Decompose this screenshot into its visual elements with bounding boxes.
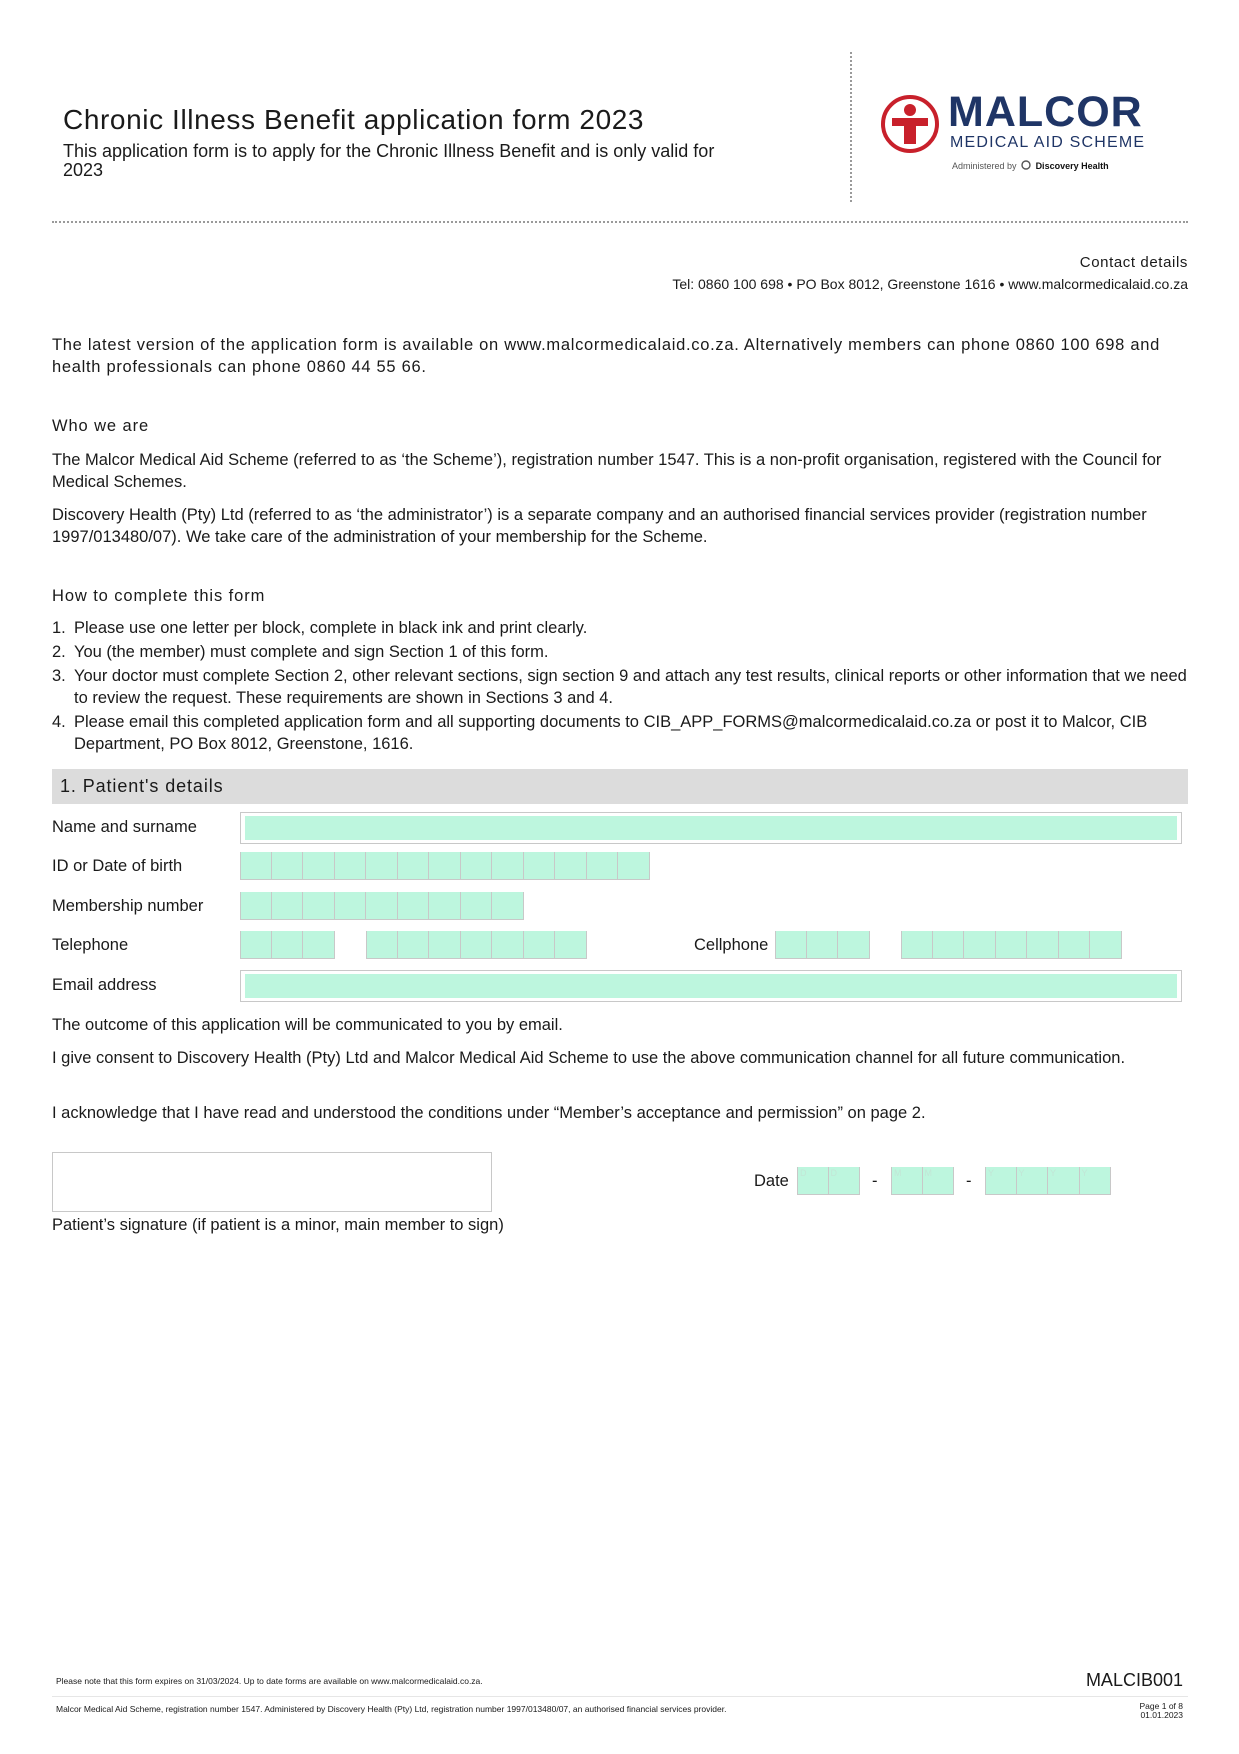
form-code: MALCIB001 xyxy=(1085,1670,1183,1690)
name-label: Name and surname xyxy=(52,818,197,836)
section-1-title: 1. Patient's details xyxy=(60,776,224,796)
page-number xyxy=(1140,1702,1183,1720)
date-separator: - xyxy=(872,1172,878,1190)
administered-prefix: Administered by xyxy=(952,161,1017,171)
list-item: 4. Please email this completed application form and all supporting documents to CIB_APP_FORMS@malcormedicalaid.co.za or post it to Malcor, CIB Department, PO Box 8012, Greenstone, 1616. xyxy=(52,713,1148,753)
logo-administered-by xyxy=(952,160,1109,171)
footer-legal: Malcor Medical Aid Scheme, registration number 1547. Administered by Discovery Health (Pty) Ltd, registration number 1997/013480/07, an authorised financial services provider. xyxy=(56,1704,727,1714)
administered-by-name: Discovery Health xyxy=(1035,161,1109,171)
who-paragraph-1: The Malcor Medical Aid Scheme (referred to as ‘the Scheme’), registration number 1547. This is a non-profit organisation, registered with the Council for Medical Schemes. xyxy=(52,451,1162,491)
malcor-logo xyxy=(880,90,1170,180)
logo-wordmark: MALCOR xyxy=(948,88,1143,136)
intro-text: The latest version of the application form is available on www.malcormedicalaid.co.za. Alternatively members can phone 0860 100 698 and health professionals can phone 0860 44 55 66. xyxy=(52,336,1160,376)
instructions-list xyxy=(52,617,1188,757)
page-title: Chronic Illness Benefit application form 2023 xyxy=(63,104,645,135)
outcome-text: The outcome of this application will be communicated to you by email. xyxy=(52,1016,563,1034)
list-item: 3. Your doctor must complete Section 2, other relevant sections, sign section 9 and attach any test results, clinical reports or other information that we need to review the request. These requirements are shown in Sections 3 and 4. xyxy=(52,667,1187,707)
discovery-icon xyxy=(1021,160,1031,170)
id-field[interactable] xyxy=(240,852,650,880)
medical-cross-person-icon xyxy=(880,94,940,154)
list-item: 1. Please use one letter per block, complete in black ink and print clearly. xyxy=(52,619,588,637)
who-paragraph-2: Discovery Health (Pty) Ltd (referred to as ‘the administrator’) is a separate company and an authorised financial services provider (registration number 1997/013480/07). We take care of the administration of your membership for the Scheme. xyxy=(52,506,1147,546)
name-field[interactable] xyxy=(240,812,1182,844)
page-count: Page 1 of 8 xyxy=(1139,1701,1183,1711)
footer-divider xyxy=(52,1696,1188,1697)
date-day-field[interactable]: D D xyxy=(797,1167,860,1195)
contact-line: Tel: 0860 100 698 • PO Box 8012, Greenstone 1616 • www.malcormedicalaid.co.za xyxy=(672,276,1188,292)
id-label: ID or Date of birth xyxy=(52,857,183,875)
logo-subtitle: MEDICAL AID SCHEME xyxy=(950,134,1146,151)
membership-label: Membership number xyxy=(52,897,204,915)
page-subtitle: This application form is to apply for the Chronic Illness Benefit and is only valid for 2023 xyxy=(63,141,715,180)
footer-expiry-note: Please note that this form expires on 31/03/2024. Up to date forms are available on www.malcormedicalaid.co.za. xyxy=(56,1676,483,1686)
date-month-field[interactable]: M M xyxy=(891,1167,954,1195)
who-heading: Who we are xyxy=(52,417,150,435)
consent-text: I give consent to Discovery Health (Pty) Ltd and Malcor Medical Aid Scheme to use the above communication channel for all future communication. xyxy=(52,1049,1126,1067)
signature-box[interactable] xyxy=(52,1152,492,1212)
cellphone-label: Cellphone xyxy=(694,936,769,954)
signature-label: Patient’s signature (if patient is a minor, main member to sign) xyxy=(52,1216,504,1234)
telephone-label: Telephone xyxy=(52,936,129,954)
date-separator: - xyxy=(966,1172,972,1190)
date-label: Date xyxy=(754,1172,789,1190)
form-version: 01.01.2023 xyxy=(1140,1710,1183,1720)
section-1-header xyxy=(52,769,1188,804)
vertical-divider xyxy=(850,52,852,202)
cellphone-code-field[interactable] xyxy=(775,931,870,959)
telephone-number-field[interactable] xyxy=(366,931,587,959)
email-field[interactable] xyxy=(240,970,1182,1002)
acknowledge-text: I acknowledge that I have read and understood the conditions under “Member’s acceptance and permission” on page 2. xyxy=(52,1104,926,1122)
contact-heading: Contact details xyxy=(1079,254,1188,271)
email-label: Email address xyxy=(52,976,157,994)
membership-field[interactable] xyxy=(240,892,524,920)
cellphone-number-field[interactable] xyxy=(901,931,1122,959)
date-year-field[interactable]: Y Y Y Y xyxy=(985,1167,1111,1195)
how-heading: How to complete this form xyxy=(52,587,266,605)
horizontal-divider xyxy=(52,221,1188,223)
list-item: 2. You (the member) must complete and sign Section 1 of this form. xyxy=(52,643,549,661)
telephone-code-field[interactable] xyxy=(240,931,335,959)
